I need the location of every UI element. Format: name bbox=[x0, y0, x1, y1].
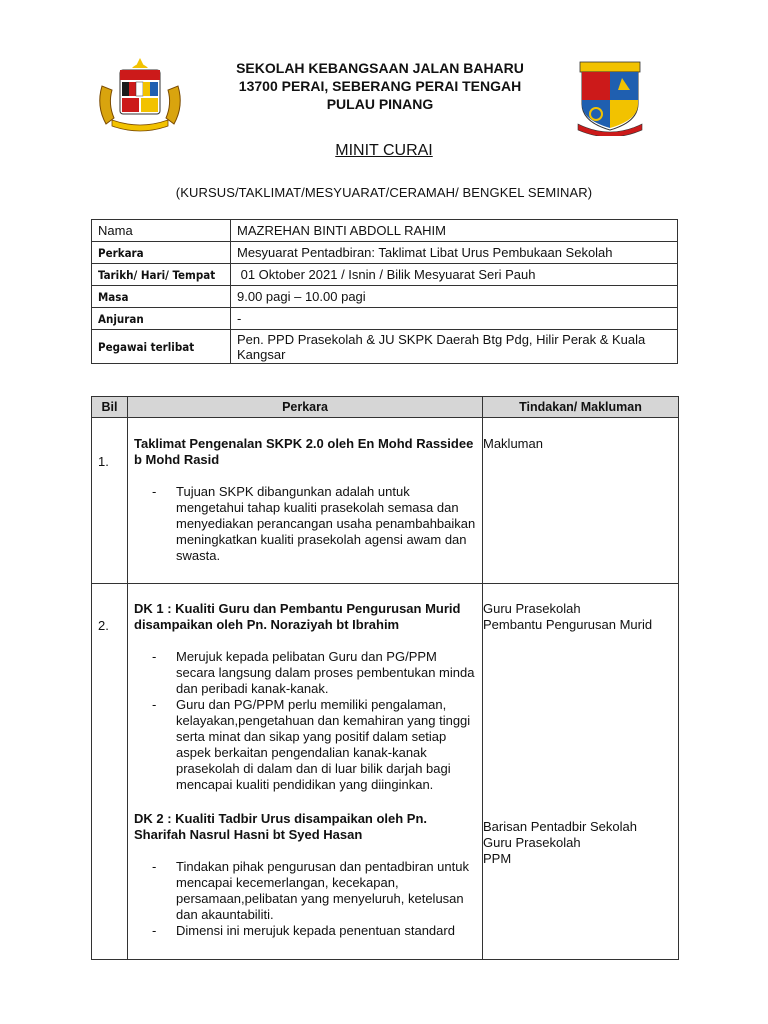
list-item: - Dimensi ini merujuk kepada penentuan standard bbox=[176, 923, 482, 939]
list-item: - Merujuk kepada pelibatan Guru dan PG/PPM secara langsung dalam proses pembentukan minda dan peribadi kanak-kanak. bbox=[176, 649, 482, 697]
page-title: MINIT CURAI bbox=[335, 142, 433, 159]
row-action bbox=[483, 584, 679, 960]
row-content bbox=[128, 418, 483, 584]
info-label: Perkara bbox=[92, 242, 231, 264]
action-text: Barisan Pentadbir Sekolah bbox=[483, 819, 637, 834]
minutes-table bbox=[91, 396, 679, 960]
item-points bbox=[128, 484, 482, 564]
info-row-perkara bbox=[92, 242, 678, 264]
info-value: Mesyuarat Pentadbiran: Taklimat Libat Urus Pembukaan Sekolah bbox=[231, 242, 678, 264]
action-text: Makluman bbox=[483, 436, 543, 451]
list-item: - Tujuan SKPK dibangunkan adalah untuk mengetahui tahap kualiti prasekolah semasa dan menyediakan perancangan usaha penambahbaikan meningkatkan kualiti prasekolah agensi awam dan swasta. bbox=[176, 484, 482, 564]
info-value: MAZREHAN BINTI ABDOLL RAHIM bbox=[231, 220, 678, 242]
action-text: Guru Prasekolah bbox=[483, 835, 581, 850]
info-row-tarikh bbox=[92, 264, 678, 286]
info-label: Masa bbox=[92, 286, 231, 308]
info-label: Tarikh/ Hari/ Tempat bbox=[92, 264, 231, 286]
coat-of-arms-icon bbox=[92, 56, 188, 136]
info-row-anjuran bbox=[92, 308, 678, 330]
info-value: - bbox=[231, 308, 678, 330]
header-bil: Bil bbox=[92, 397, 128, 418]
info-label: Pegawai terlibat bbox=[92, 330, 231, 364]
school-state: PULAU PINANG bbox=[326, 96, 434, 112]
school-address: 13700 PERAI, SEBERANG PERAI TENGAH bbox=[238, 78, 522, 94]
minutes-header-row bbox=[92, 397, 679, 418]
item-title: Taklimat Pengenalan SKPK 2.0 oleh En Mohd Rassidee b Mohd Rasid bbox=[134, 436, 474, 467]
row-number: 2. bbox=[92, 584, 128, 960]
list-item: - Guru dan PG/PPM perlu memiliki pengalaman, kelayakan,pengetahuan dan kemahiran yang tinggi serta minat dan sikap yang positif dalam setiap aspek berkaitan pengendalian kanak-kanak prasekolah di dalam dan di luar bilik darjah bagi mencapai kualiti pendidikan yang diinginkan. bbox=[176, 697, 482, 793]
info-value: 9.00 pagi – 10.00 pagi bbox=[231, 286, 678, 308]
action-text: PPM bbox=[483, 851, 512, 866]
info-label: Nama bbox=[92, 220, 231, 242]
item-points bbox=[128, 859, 482, 939]
action-text: Pembantu Pengurusan Murid bbox=[483, 617, 653, 632]
item-title: DK 1 : Kualiti Guru dan Pembantu Pengurusan Murid disampaikan oleh Pn. Noraziyah bt Ibrahim bbox=[134, 601, 461, 632]
school-name: SEKOLAH KEBANGSAAN JALAN BAHARU bbox=[236, 60, 524, 76]
info-table bbox=[91, 219, 678, 364]
item-points bbox=[128, 649, 482, 793]
header-tindakan: Tindakan/ Makluman bbox=[483, 397, 679, 418]
action-text: Guru Prasekolah bbox=[483, 601, 581, 616]
table-row bbox=[92, 584, 679, 960]
page-subtitle: (KURSUS/TAKLIMAT/MESYUARAT/CERAMAH/ BENGKEL SEMINAR) bbox=[175, 185, 593, 200]
info-row-nama bbox=[92, 220, 678, 242]
table-row bbox=[92, 418, 679, 584]
info-value: Pen. PPD Prasekolah & JU SKPK Daerah Btg Pdg, Hilir Perak & Kuala Kangsar bbox=[231, 330, 678, 364]
info-value: 01 Oktober 2021 / Isnin / Bilik Mesyuarat Seri Pauh bbox=[231, 264, 678, 286]
list-item: - Tindakan pihak pengurusan dan pentadbiran untuk mencapai kecemerlangan, kecekapan, persamaan,pelibatan yang menyeluruh, ketelusan dan akauntabiliti. bbox=[176, 859, 482, 923]
header-perkara: Perkara bbox=[128, 397, 483, 418]
row-content bbox=[128, 584, 483, 960]
row-action bbox=[483, 418, 679, 584]
item-title: DK 2 : Kualiti Tadbir Urus disampaikan oleh Pn. Sharifah Nasrul Hasni bt Syed Hasan bbox=[134, 811, 428, 842]
info-row-pegawai bbox=[92, 330, 678, 364]
info-row-masa bbox=[92, 286, 678, 308]
row-number: 1. bbox=[92, 418, 128, 584]
school-crest-icon bbox=[574, 60, 646, 136]
info-label: Anjuran bbox=[92, 308, 231, 330]
